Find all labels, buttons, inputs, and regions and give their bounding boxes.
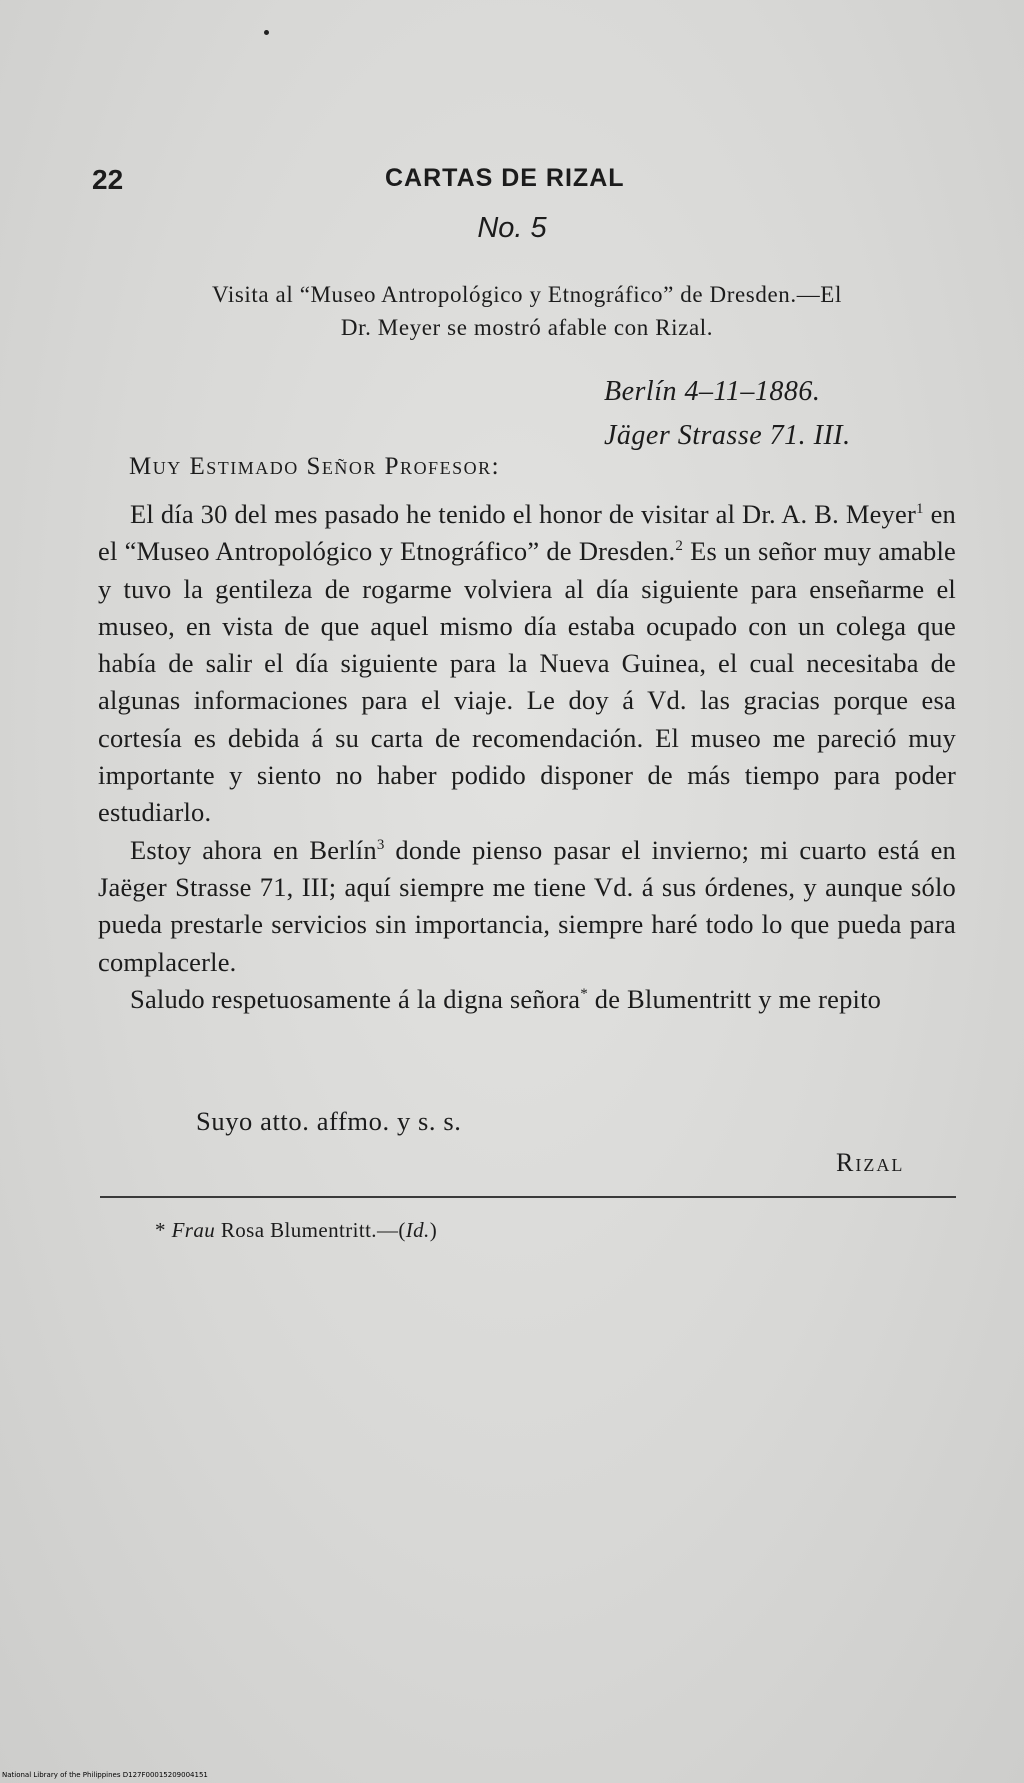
footnote-ref-2: 2 — [675, 538, 684, 555]
summary-line-2: Dr. Meyer se mostró afable con Rizal. — [340, 315, 714, 340]
footnote: * Frau Rosa Blumentritt.—(Id.) — [155, 1218, 438, 1242]
page-number: 22 — [92, 164, 124, 195]
footnote-divider — [100, 1196, 956, 1198]
letter-date: Berlín 4–11–1886. — [604, 376, 821, 407]
footnote-ref-star: * — [580, 986, 588, 1003]
signature: Rizal — [836, 1148, 905, 1177]
paragraph-3: Saludo respetuosamente á la digna señora* de Blumentritt y me repito — [130, 983, 882, 1014]
dateline — [604, 370, 851, 458]
footnote-marker: * — [155, 1218, 166, 1242]
summary-line-1: Visita al “Museo Antropológico y Etnográfico” de Dresden.—El — [212, 282, 842, 307]
letter-summary — [98, 278, 956, 344]
library-imprint: National Library of the Philippines D127F00015209004151 — [2, 1771, 208, 1779]
salutation: Muy Estimado Señor Profesor: — [129, 453, 501, 480]
ink-speck — [264, 30, 269, 35]
closing: Suyo atto. affmo. y s. s. — [196, 1106, 462, 1136]
paragraph-1: El día 30 del mes pasado he tenido el honor de visitar al Dr. A. B. Meyer$^1$ en el “Museo Antropológico y Etnográfico” de Dresden.$^2$ Es un señor muy amable y tuvo la gentileza de rogarme volviera al día siguiente para enseñarme el museo, en vista de que aquel mismo día estaba ocupado con un colega que había de salir el día siguiente para la Nueva Guinea, el cual necesitaba de algunas informaciones para el viaje. Le doy á Vd. las gracias porque esa cortesía es debida á su carta de recomendación. El museo me pareció muy importante y siento no haber podido disponer de más tiempo para poder estudiarlo. — [98, 499, 956, 828]
letter-body — [98, 496, 956, 1018]
letter-number: No. 5 — [477, 212, 547, 244]
footnote-ref-1: 1 — [915, 501, 924, 518]
footnote-ref-3: 3 — [376, 836, 385, 853]
letter-address: Jäger Strasse 71. III. — [604, 420, 851, 451]
running-title: CARTAS DE RIZAL — [385, 164, 625, 192]
paragraph-2: Estoy ahora en Berlín$^3$ donde pienso pasar el invierno; mi cuarto está en Jaëger Strasse 71, III; aquí siempre me tiene Vd. á sus órdenes, y aunque sólo pueda prestarle servicios sin importancia, siempre haré todo lo que pueda para complacerle. — [98, 834, 956, 977]
